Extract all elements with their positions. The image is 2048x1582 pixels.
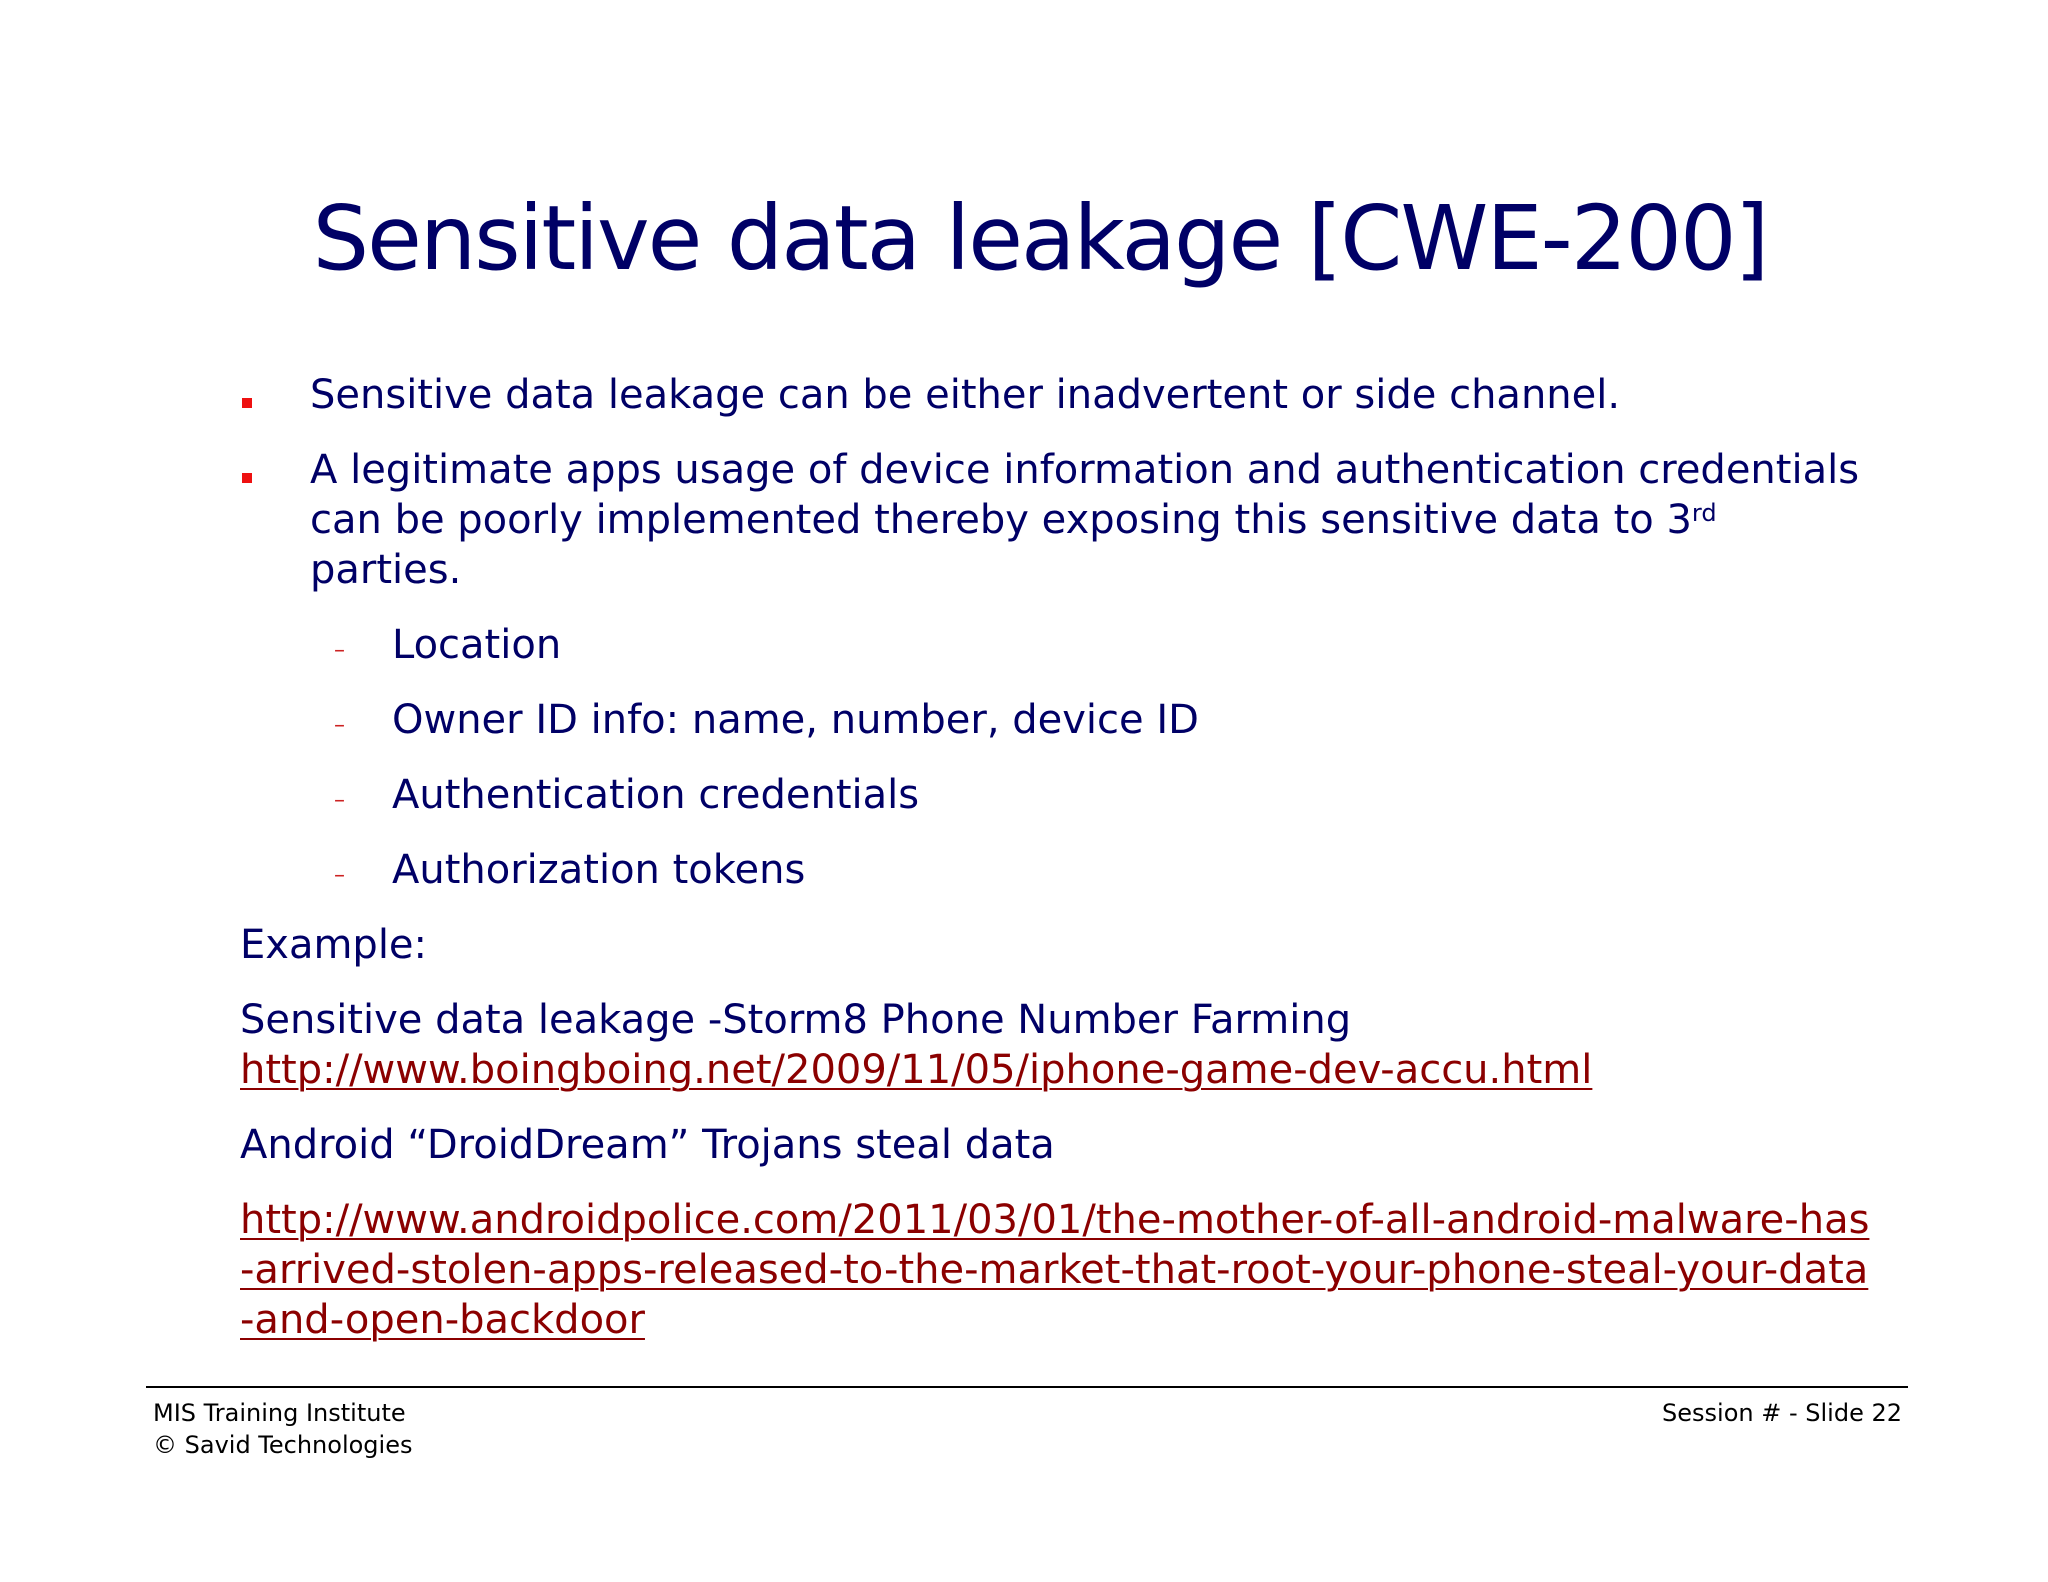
bullet-item <box>240 445 1880 595</box>
dash-bullet-icon: – <box>334 638 345 663</box>
sub-bullet-item <box>240 845 1880 895</box>
bullet-text: Sensitive data leakage can be either inadvertent or side channel. <box>310 372 1621 418</box>
footer-org-line2: © Savid Technologies <box>153 1431 413 1459</box>
square-bullet-icon <box>242 398 252 408</box>
example-1 <box>240 995 1880 1095</box>
dash-bullet-icon: – <box>334 713 345 738</box>
sub-bullet-item <box>240 770 1880 820</box>
example-1-link[interactable]: http://www.boingboing.net/2009/11/05/iphone-game-dev-accu.html <box>240 1047 1593 1093</box>
sub-bullet-item <box>240 695 1880 745</box>
footer-org <box>153 1397 412 1461</box>
footer-divider <box>146 1386 1908 1388</box>
sub-bullet-item <box>240 620 1880 670</box>
dash-bullet-icon: – <box>334 788 345 813</box>
dash-bullet-icon: – <box>334 863 345 888</box>
sub-bullet-text: Owner ID info: name, number, device ID <box>392 697 1199 743</box>
example-2 <box>240 1195 1880 1345</box>
sub-bullet-text: Location <box>392 622 562 668</box>
example-2-link[interactable]: http://www.androidpolice.com/2011/03/01/the-mother-of-all-android-malware-has-arrived-stolen-apps-released-to-the-market-that-root-your-phone-steal-your-data-and-open-backdoor <box>240 1197 1870 1343</box>
example-2-text: Android “DroidDream” Trojans steal data <box>240 1122 1055 1168</box>
example-1-text: Sensitive data leakage -Storm8 Phone Number Farming <box>240 997 1352 1043</box>
bullet-item <box>240 370 1880 420</box>
sub-bullet-text: Authorization tokens <box>392 847 806 893</box>
square-bullet-icon <box>242 473 252 483</box>
ordinal-superscript: rd <box>1691 499 1717 527</box>
sub-bullet-text: Authentication credentials <box>392 772 920 818</box>
footer-slide-number: Session # - Slide 22 <box>1662 1399 1902 1427</box>
bullet-text: A legitimate apps usage of device information and authentication credentials can be poorly implemented thereby exposing this sensitive data to 3 <box>310 447 1860 543</box>
example-label: Example: <box>240 922 428 968</box>
slide-title: Sensitive data leakage [CWE-200] <box>312 186 1768 290</box>
bullet-text-end: parties. <box>310 547 462 593</box>
footer-org-line1: MIS Training Institute <box>153 1399 406 1427</box>
slide-content <box>240 370 1880 1370</box>
